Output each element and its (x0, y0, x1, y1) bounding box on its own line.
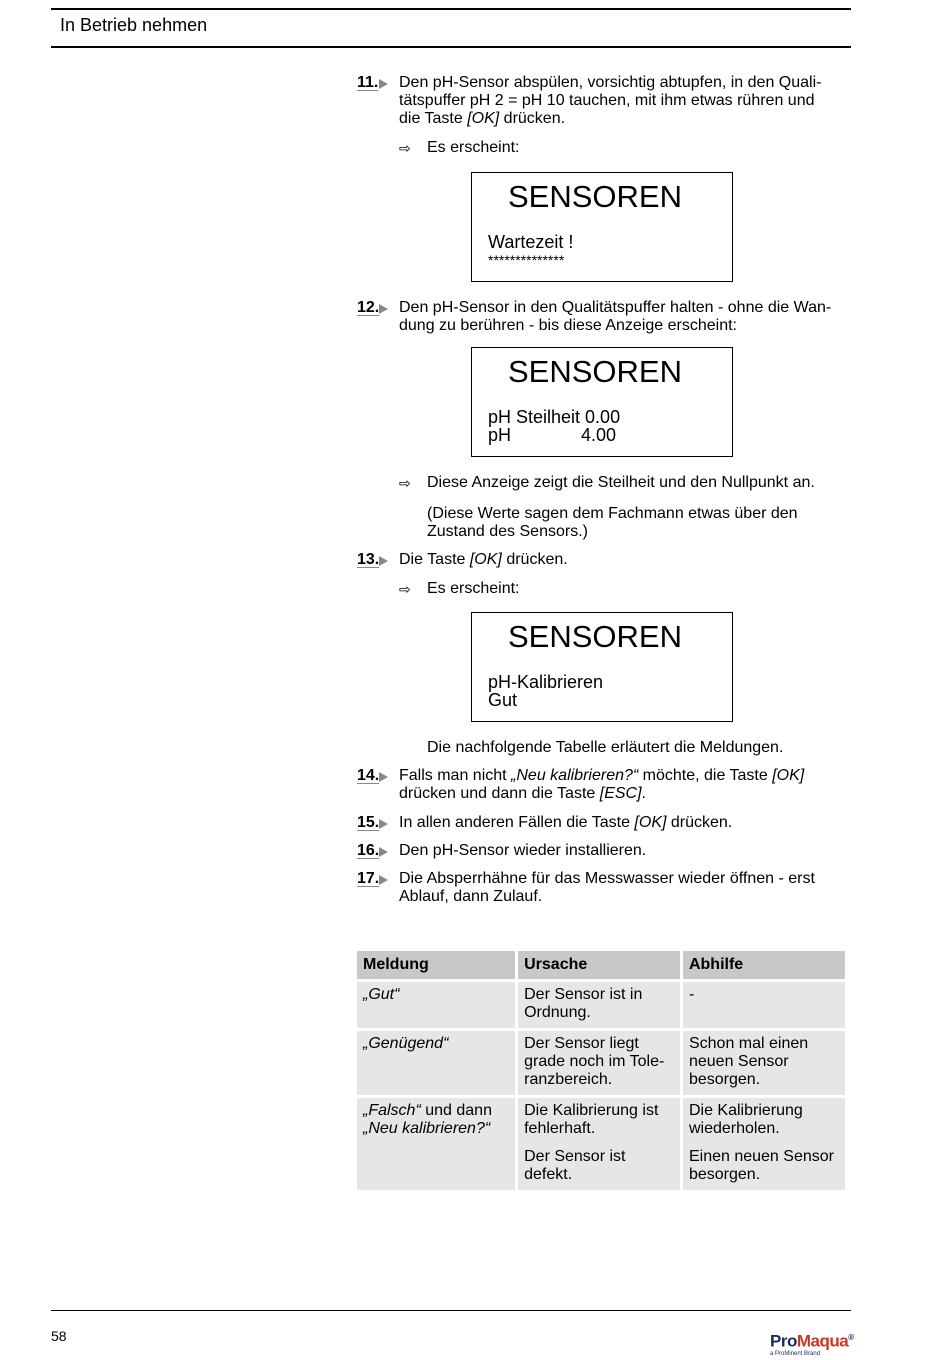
key-ok: [OK] (634, 814, 667, 831)
cell-ursache: Der Sensor ist in Ordnung. (518, 982, 680, 1028)
display-line-1: Wartezeit ! (488, 232, 574, 252)
promaqua-logo: ProMaqua® a ProMinent Brand (770, 1331, 854, 1357)
header-rule-bottom (51, 46, 851, 48)
header-ursache: Ursache (518, 951, 680, 979)
page-number: 58 (51, 1328, 67, 1344)
step-text: Den pH-Sensor abspülen, vorsichtig abtupfen, in den Quali- tätspuffer pH 2 = pH 10 tauchen, mit ihm etwas rühren und die Taste [OK] drücken. (399, 74, 822, 127)
result-arrow-icon: ⇨ (399, 140, 411, 156)
step-17 (357, 870, 851, 906)
result-3: ⇨ Es erscheint: (399, 580, 520, 597)
step-number: 13. (357, 551, 380, 568)
table-row (357, 1098, 845, 1190)
page-header-title: In Betrieb nehmen (60, 15, 208, 35)
header-meldung: Meldung (357, 951, 515, 979)
step-16 (357, 842, 851, 860)
display-line-2: Gut (488, 690, 518, 710)
result-1: ⇨ Es erscheint: (399, 139, 520, 156)
display-title: SENSOREN (508, 179, 682, 214)
step-13 (357, 551, 851, 569)
cell-ursache: Die Kalibrierung ist fehlerhaft. Der Sensor ist defekt. (518, 1098, 680, 1190)
display-line-1: pH Steilheit 0.00 (488, 407, 621, 427)
result-arrow-icon: ⇨ (399, 581, 411, 597)
cell-abhilfe: Die Kalibrierung wiederholen. Einen neuen Sensor besorgen. (683, 1098, 845, 1190)
step-arrow-icon (379, 772, 388, 782)
result-2-note: (Diese Werte sagen dem Fachmann etwas über den Zustand des Sensors.) (427, 505, 798, 540)
step-arrow-icon (379, 556, 388, 566)
step-11 (357, 74, 851, 128)
table-header-row (357, 951, 845, 979)
cell-meldung: „Genügend“ (357, 1031, 515, 1095)
display-line-2: pH 4.00 (488, 425, 617, 445)
step-14 (357, 767, 851, 803)
step-arrow-icon (379, 875, 388, 885)
step-arrow-icon (379, 847, 388, 857)
step-text: Die Taste [OK] drücken. (399, 551, 568, 568)
step-text: Den pH-Sensor wieder installieren. (399, 842, 647, 859)
key-ok: [OK] (772, 767, 805, 784)
cell-ursache: Der Sensor liegt grade noch im Tole-ranzbereich. (518, 1031, 680, 1095)
step-12 (357, 299, 851, 335)
display-title: SENSOREN (508, 619, 682, 654)
header-rule-top (51, 8, 851, 10)
step-text: Die Absperrhähne für das Messwasser wieder öffnen - erst Ablauf, dann Zulauf. (399, 870, 815, 905)
key-ok: [OK] (469, 551, 502, 568)
cell-meldung: „Falsch“ und dann „Neu kalibrieren?“ (357, 1098, 515, 1190)
step-text: Falls man nicht „Neu kalibrieren?“ möchte, die Taste [OK] drücken und dann die Taste [ESC]. (399, 767, 805, 802)
step-text: In allen anderen Fällen die Taste [OK] drücken. (399, 814, 733, 831)
display-line-2: ************** (488, 252, 565, 268)
step-text: Den pH-Sensor in den Qualitätspuffer halten - ohne die Wan- dung zu berühren - bis diese Anzeige erscheint: (399, 299, 832, 334)
lcd-display-3 (471, 612, 733, 722)
step-number: 14. (357, 767, 380, 784)
cell-abhilfe: Schon mal einen neuen Sensor besorgen. (683, 1031, 845, 1095)
table-row (357, 982, 845, 1028)
step-arrow-icon (379, 79, 388, 89)
result-2: ⇨ Diese Anzeige zeigt die Steilheit und den Nullpunkt an. (399, 474, 815, 491)
lcd-display-2 (471, 347, 733, 457)
display-line-1: pH-Kalibrieren (488, 672, 604, 692)
key-ok: [OK] (467, 110, 500, 127)
cell-abhilfe: - (683, 982, 845, 1028)
cell-meldung: „Gut“ (357, 982, 515, 1028)
step-number: 16. (357, 842, 380, 859)
step-arrow-icon (379, 819, 388, 829)
step-number: 15. (357, 814, 380, 831)
step-number: 17. (357, 870, 380, 887)
step-arrow-icon (379, 304, 388, 314)
footer-rule (51, 1310, 851, 1311)
step-number: 12. (357, 299, 380, 316)
step-15 (357, 814, 851, 832)
step-number: 11. (357, 74, 379, 91)
table-intro: Die nachfolgende Tabelle erläutert die Meldungen. (427, 739, 784, 756)
lcd-display-1 (471, 172, 733, 282)
header-abhilfe: Abhilfe (683, 951, 845, 979)
table-row (357, 1031, 845, 1095)
display-title: SENSOREN (508, 354, 682, 389)
messages-table (354, 948, 848, 1193)
key-esc: [ESC] (599, 785, 642, 802)
result-arrow-icon: ⇨ (399, 475, 411, 491)
